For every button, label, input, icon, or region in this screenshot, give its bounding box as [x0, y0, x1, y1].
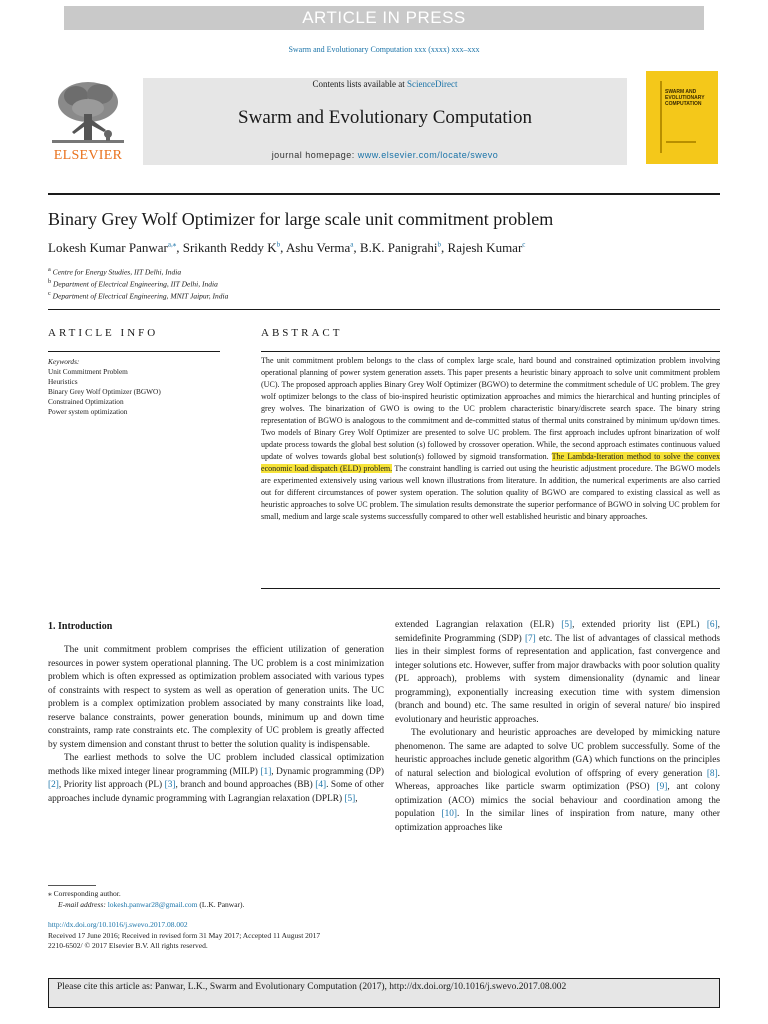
- banner-label: ARTICLE IN PRESS: [302, 8, 466, 27]
- author-separator: ,: [441, 240, 448, 255]
- author-name: Rajesh Kumar: [447, 240, 523, 255]
- abstract-heading: ABSTRACT: [261, 327, 343, 339]
- affiliation-mark: b: [48, 278, 52, 285]
- intro-paragraph: The unit commitment problem comprises the efficient utilization of generation resources in power system operational planning. The UC problem is a cost minimization problem which is often expressed as optimization problem associated with various types of constraints with respect to system as well as operation of generation units. The UC problem is a complex optimization problem associated by many constraints like load, reserve balance constraints, power generation bounds, minimum up and down time constraints, ramp rate constraints etc. The complexity of UC problem is greatly affected by system dimension and constant thrust to better the solution quality is indispensable.: [48, 645, 384, 750]
- text-run: etc. The list of advantages of classical methods lies in their simplest forms of representation and application, fast convergence and integer solutions etc. However, suffer from major drawbacks with poor solution quality (PL approach), problems with system dimensionality (dynamic and linear programming), exponentially increasing execution time with system dimension (branch and bound) etc. The same resulted in origin of several nature/ bio inspired evolutionary and heuristic approaches.: [395, 633, 720, 725]
- text-run: , branch and bound approaches (BB): [175, 780, 316, 790]
- abstract-highlight[interactable]: The Lambda-Iteration method to solve the convex economic load dispatch (ELD) problem.: [261, 452, 720, 473]
- paper-title: Binary Grey Wolf Optimizer for large scale unit commitment problem: [48, 209, 554, 229]
- affiliation-text: Centre for Energy Studies, IIT Delhi, India: [52, 267, 182, 277]
- cover-title: SWARM AND EVOLUTIONARY COMPUTATION: [665, 89, 705, 107]
- citation-link[interactable]: [8]: [706, 768, 718, 779]
- issn-copyright: 2210-6502/ © 2017 Elsevier B.V. All rights reserved.: [48, 941, 208, 950]
- journal-reference: Swarm and Evolutionary Computation xxx (xxxx) xxx–xxx: [288, 45, 480, 54]
- article-info-rule: [48, 351, 220, 352]
- citation-link[interactable]: [5]: [344, 793, 356, 804]
- author-affiliation-mark[interactable]: a: [350, 240, 354, 249]
- text-run: , semidefinite Programming (SDP): [395, 620, 720, 644]
- keyword-item: Binary Grey Wolf Optimizer (BGWO): [48, 387, 161, 396]
- intro-paragraph: [395, 727, 720, 835]
- keywords-list: [48, 357, 228, 417]
- email-suffix: (L.K. Panwar).: [197, 900, 245, 909]
- affiliation-a: [48, 266, 181, 277]
- text-run: , ant colony optimization (ACO) mimics the social behaviour and coordination among the population: [395, 782, 721, 819]
- email-label: E-mail address:: [58, 900, 108, 909]
- journal-title: Swarm and Evolutionary Computation: [238, 107, 532, 128]
- text-run: ,: [355, 793, 358, 804]
- citation-link[interactable]: [4]: [315, 780, 327, 790]
- abstract-text-part: The constraint handling is carried out using the heuristic adjustment procedure. The BGWO models are experimented extensively using various well known illustrations from literature. In addition, the numerical experiments are also carried out for different circumstances of power system operation. The solution quality of BGWO are compared to existing classical as well as heuristic approaches to solve UC problem. The simulation results demonstrate the superior performance of BGWO in solving UC problem for small, medium and large scale systems successfully compared to other well established heuristic and binary approaches.: [261, 464, 720, 521]
- left-column: [48, 644, 384, 806]
- abstract-text-part: The unit commitment problem belongs to the class of complex large scale, hard bound and constrained optimization problem involving operational planning of power system generation assets. This paper presents a heuristic binary approach to solve unit commitment problem (UC). The proposed approach applies Binary Grey Wolf Optimizer (BGWO) to determine the commitment schedule of UC problem. The grey wolf optimizer belongs to the class of bio-inspired heuristic optimization approaches and mimics the hierarchical and hunting principles of grey wolves. The binarization of GWO is owing to the UC problem characteristic binary/discrete search space. The binary string representation of BGWO is analogous to the commitment and de-committed status of thermal units constrained by minimum up/down times. Two models of Binary Grey Wolf Optimizer are presented to solve UC problem. The first approach includes upfront binarization of wolf update process towards the global best solution (s) followed by crossover operation. While, the second approach estimates continuous valued update of wolves towards global best solution(s) followed by sigmoid transformation.: [261, 356, 720, 461]
- intro-paragraph: [395, 619, 720, 727]
- text-run: , extended priority list (EPL): [572, 620, 707, 630]
- author-name: Lokesh Kumar Panwar: [48, 240, 168, 255]
- author-name: B.K. Panigrahi: [359, 240, 438, 255]
- author-list: [48, 240, 525, 256]
- right-column: [395, 619, 720, 835]
- citation-link[interactable]: [10]: [441, 809, 457, 819]
- citation-link[interactable]: [1]: [260, 766, 272, 777]
- abstract-rule-bottom: [261, 588, 720, 589]
- keyword-item: Unit Commitment Problem: [48, 367, 128, 376]
- author-affiliation-mark[interactable]: c: [522, 240, 526, 249]
- section-heading-introduction: 1. Introduction: [48, 621, 113, 632]
- journal-cover-thumbnail-icon: [646, 71, 718, 164]
- email-link[interactable]: lokesh.panwar28@gmail.com: [107, 900, 198, 909]
- intro-paragraph: [48, 752, 384, 806]
- keyword-item: Heuristics: [48, 377, 78, 386]
- text-run: , Dynamic programming (DP): [271, 766, 385, 777]
- citation-link[interactable]: [5]: [561, 620, 573, 630]
- author-separator: ,: [353, 240, 360, 255]
- citation-link[interactable]: [9]: [656, 782, 668, 792]
- keyword-item: Constrained Optimization: [48, 397, 124, 406]
- abstract-rule: [261, 351, 720, 352]
- footnote-marker: ⁎: [48, 889, 52, 898]
- author-name: Ashu Verma: [285, 240, 351, 255]
- cite-this-article-text: Please cite this article as: Panwar, L.K., Swarm and Evolutionary Computation (2017), http://dx.doi.org/10.1016/j.swevo.2017.08.002: [57, 982, 567, 992]
- article-in-press-banner: [64, 6, 704, 30]
- author-separator: ,: [176, 240, 183, 255]
- footnote-rule: [48, 885, 96, 886]
- text-run: , Priority list approach (PL): [58, 780, 165, 790]
- text-run: The evolutionary and heuristic approaches are developed by mimicking nature phenomenon. The same are adapted to solve UC problem successfully. Some of the heuristic approaches include genetic algorithm (GA) which functions on the principles of natural selection and biological evolution of offspring of every generation: [395, 728, 720, 779]
- article-info-heading: ARTICLE INFO: [48, 327, 159, 339]
- citation-link[interactable]: [7]: [524, 633, 536, 644]
- publisher-wordmark: ELSEVIER: [53, 148, 123, 163]
- sciencedirect-link[interactable]: ScienceDirect: [407, 79, 458, 89]
- doi-link[interactable]: http://dx.doi.org/10.1016/j.swevo.2017.08.002: [48, 920, 188, 929]
- footnote: [48, 888, 244, 910]
- keywords-label: Keywords:: [48, 357, 80, 366]
- affiliation-mark: c: [48, 290, 51, 297]
- keyword-item: Power system optimization: [48, 407, 128, 416]
- abstract-body: [261, 355, 720, 523]
- header-divider: [48, 193, 720, 195]
- contents-prefix: Contents lists available at: [312, 79, 407, 89]
- journal-homepage: [143, 150, 627, 160]
- text-run: . Some of other approaches include dynamic programming with Lagrangian relaxation (DPLR): [48, 780, 384, 804]
- footnote-text: Corresponding author.: [51, 889, 121, 898]
- affiliation-text: Department of Electrical Engineering, MNIT Jaipur, India: [52, 291, 229, 301]
- text-run: extended Lagrangian relaxation (ELR): [395, 620, 562, 630]
- author-affiliation-mark[interactable]: b: [437, 240, 442, 249]
- author-separator: ,: [280, 240, 286, 255]
- affiliation-mark: a: [48, 266, 51, 273]
- affiliation-c: [48, 290, 228, 301]
- homepage-label: journal homepage:: [271, 150, 358, 160]
- contents-availability: [143, 79, 627, 89]
- received-dates: Received 17 June 2016; Received in revised form 31 May 2017; Accepted 11 August 2017: [48, 930, 321, 940]
- publication-details: [48, 920, 320, 952]
- affiliation-text: Department of Electrical Engineering, IIT Delhi, India: [53, 279, 218, 289]
- homepage-link[interactable]: www.elsevier.com/locate/swevo: [357, 150, 499, 160]
- citation-link[interactable]: [3]: [164, 780, 176, 790]
- affiliation-b: [48, 278, 218, 289]
- author-affiliation-mark[interactable]: b: [276, 240, 281, 249]
- email-line: [48, 899, 244, 910]
- section-divider: [48, 309, 720, 310]
- citation-link[interactable]: [2]: [48, 780, 59, 790]
- text-run: . Whereas, approaches like particle swarm optimization (PSO): [395, 768, 720, 792]
- citation-link[interactable]: [6]: [706, 620, 718, 630]
- author-name: Srikanth Reddy K: [182, 240, 277, 255]
- text-run: . In the similar lines of inspiration from nature, many other optimization approaches like: [395, 809, 720, 833]
- author-affiliation-mark[interactable]: a,⁎: [167, 240, 177, 249]
- text-run: The earliest methods to solve the UC problem included classical optimization methods like mixed integer linear programming (MILP): [48, 753, 384, 777]
- corresponding-author-note: [48, 888, 244, 899]
